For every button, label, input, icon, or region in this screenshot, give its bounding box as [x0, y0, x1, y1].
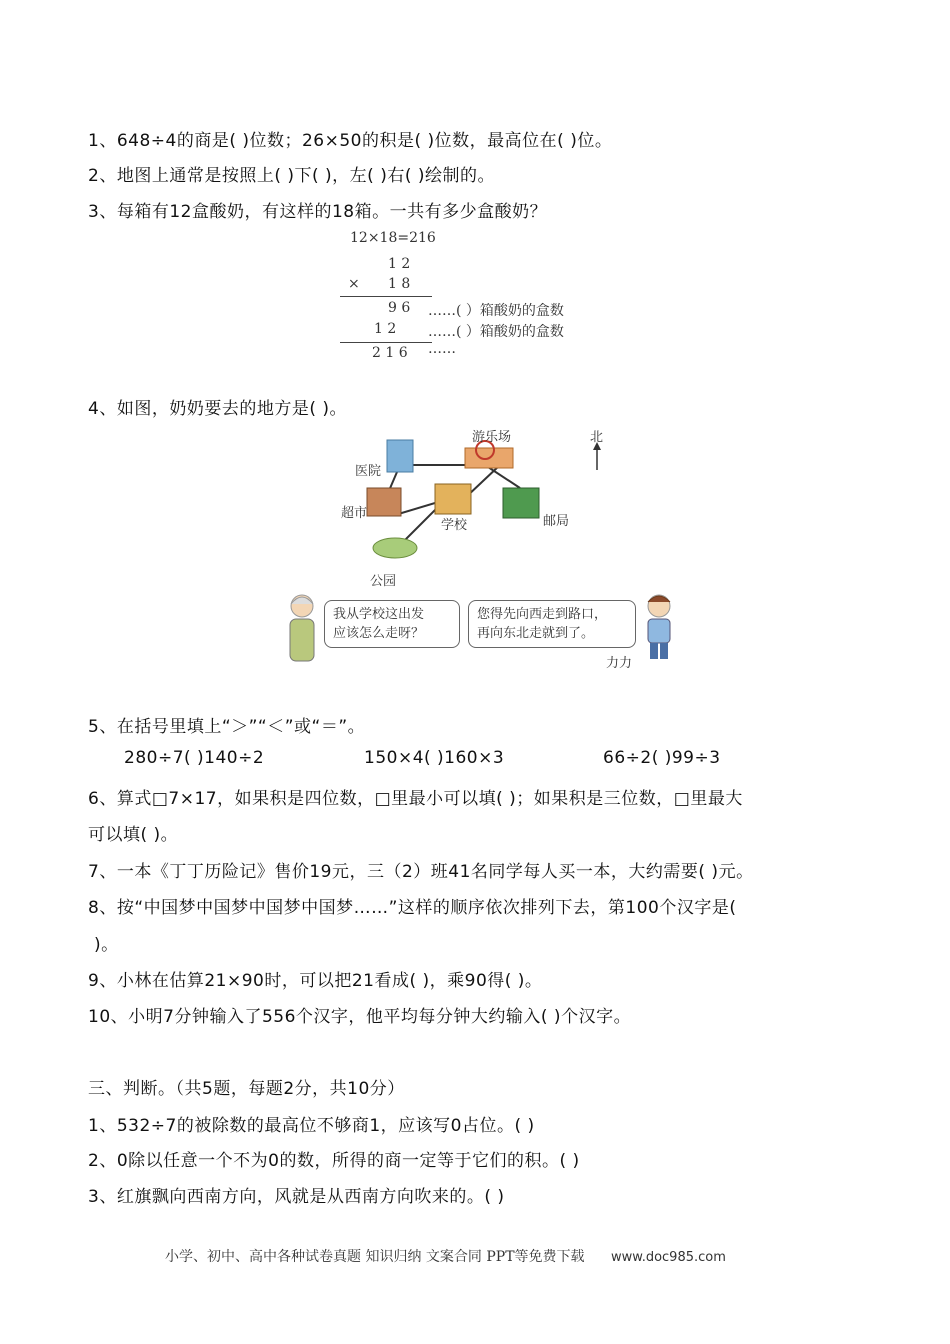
grandma-speech-1: 我从学校这出发	[333, 607, 425, 622]
question-7: 7、一本《丁丁历险记》售价19元，三（2）班41名同学每人买一本，大约需要( )元。	[88, 862, 754, 882]
supermarket-icon	[367, 488, 401, 516]
vertical-multiplication	[340, 228, 640, 363]
calc-note1: ……( ）箱酸奶的盒数	[428, 303, 564, 319]
calc-note3: ……	[428, 341, 456, 357]
question-5-item-2: 150×4( )160×3	[364, 748, 505, 768]
calc-row1: 1 2	[388, 256, 411, 272]
grandma-icon	[282, 592, 322, 667]
park-icon	[373, 538, 417, 558]
judge-3: 3、红旗飘向西南方向，风就是从西南方向吹来的。( )	[88, 1187, 505, 1207]
question-10: 10、小明7分钟输入了556个汉字，他平均每分钟大约输入( )个汉字。	[88, 1007, 632, 1027]
label-hospital: 医院	[355, 464, 382, 479]
label-post-office: 邮局	[543, 514, 570, 529]
direction-map	[335, 420, 615, 590]
question-8-line-2: )。	[94, 935, 119, 955]
footer-text: 小学、初中、高中各种试卷真题 知识归纳 文案合同 PPT等免费下载	[165, 1249, 585, 1265]
section-3-title: 三、判断。（共5题，每题2分，共10分）	[88, 1079, 405, 1099]
grandma-speech-2: 应该怎么走呀？	[333, 626, 425, 641]
hospital-icon	[387, 440, 413, 472]
calc-partial2: 1 2	[374, 321, 397, 337]
question-5-item-1: 280÷7( )140÷2	[124, 748, 265, 768]
label-supermarket: 超市	[341, 506, 368, 521]
lili-speech-2: 再向东北走就到了。	[477, 626, 595, 641]
calc-rule-1	[340, 296, 432, 297]
question-5-item-3: 66÷2( )99÷3	[603, 748, 721, 768]
question-8-line-1: 8、按“中国梦中国梦中国梦中国梦……”这样的顺序依次排列下去，第100个汉字是(	[88, 898, 737, 918]
judge-1: 1、532÷7的被除数的最高位不够商1，应该写0占位。( )	[88, 1116, 535, 1136]
calc-rule-2	[340, 342, 432, 343]
calc-partial1: 9 6	[388, 300, 411, 316]
label-amusement: 游乐场	[472, 430, 512, 445]
map-roads	[335, 420, 615, 590]
label-lili: 力力	[606, 656, 633, 671]
footer-url[interactable]: www.doc985.com	[610, 1250, 726, 1265]
page-footer	[165, 1246, 726, 1266]
question-6-line-2: 可以填( )。	[88, 825, 179, 845]
calc-note2: ……( ）箱酸奶的盒数	[428, 324, 564, 340]
grandma-speech-bubble	[324, 600, 460, 648]
calc-result: 2 1 6	[372, 345, 408, 361]
label-north: 北	[590, 430, 604, 445]
question-6-line-1: 6、算式□7×17，如果积是四位数，□里最小可以填( )；如果积是三位数，□里最大	[88, 789, 743, 809]
calc-times: ×	[348, 276, 360, 292]
question-3: 3、每箱有12盒酸奶，有这样的18箱。一共有多少盒酸奶？	[88, 202, 548, 222]
question-4: 4、如图，奶奶要去的地方是( )。	[88, 399, 347, 419]
lili-speech-bubble	[468, 600, 636, 648]
school-icon	[435, 484, 471, 514]
post-office-icon	[503, 488, 539, 518]
judge-2: 2、0除以任意一个不为0的数，所得的商一定等于它们的积。( )	[88, 1151, 580, 1171]
question-2: 2、地图上通常是按照上( )下( )，左( )右( )绘制的。	[88, 166, 495, 186]
question-5: 5、在括号里填上“＞”“＜”或“＝”。	[88, 717, 366, 737]
question-1: 1、648÷4的商是( )位数；26×50的积是( )位数，最高位在( )位。	[88, 131, 613, 151]
lili-icon	[637, 592, 682, 662]
calc-equation: 12×18=216	[350, 230, 436, 246]
label-park: 公园	[370, 574, 397, 589]
label-school: 学校	[441, 518, 468, 533]
question-9: 9、小林在估算21×90时，可以把21看成( )，乘90得( )。	[88, 971, 543, 991]
calc-row2: 1 8	[388, 276, 411, 292]
lili-speech-1: 您得先向西走到路口，	[477, 607, 608, 622]
